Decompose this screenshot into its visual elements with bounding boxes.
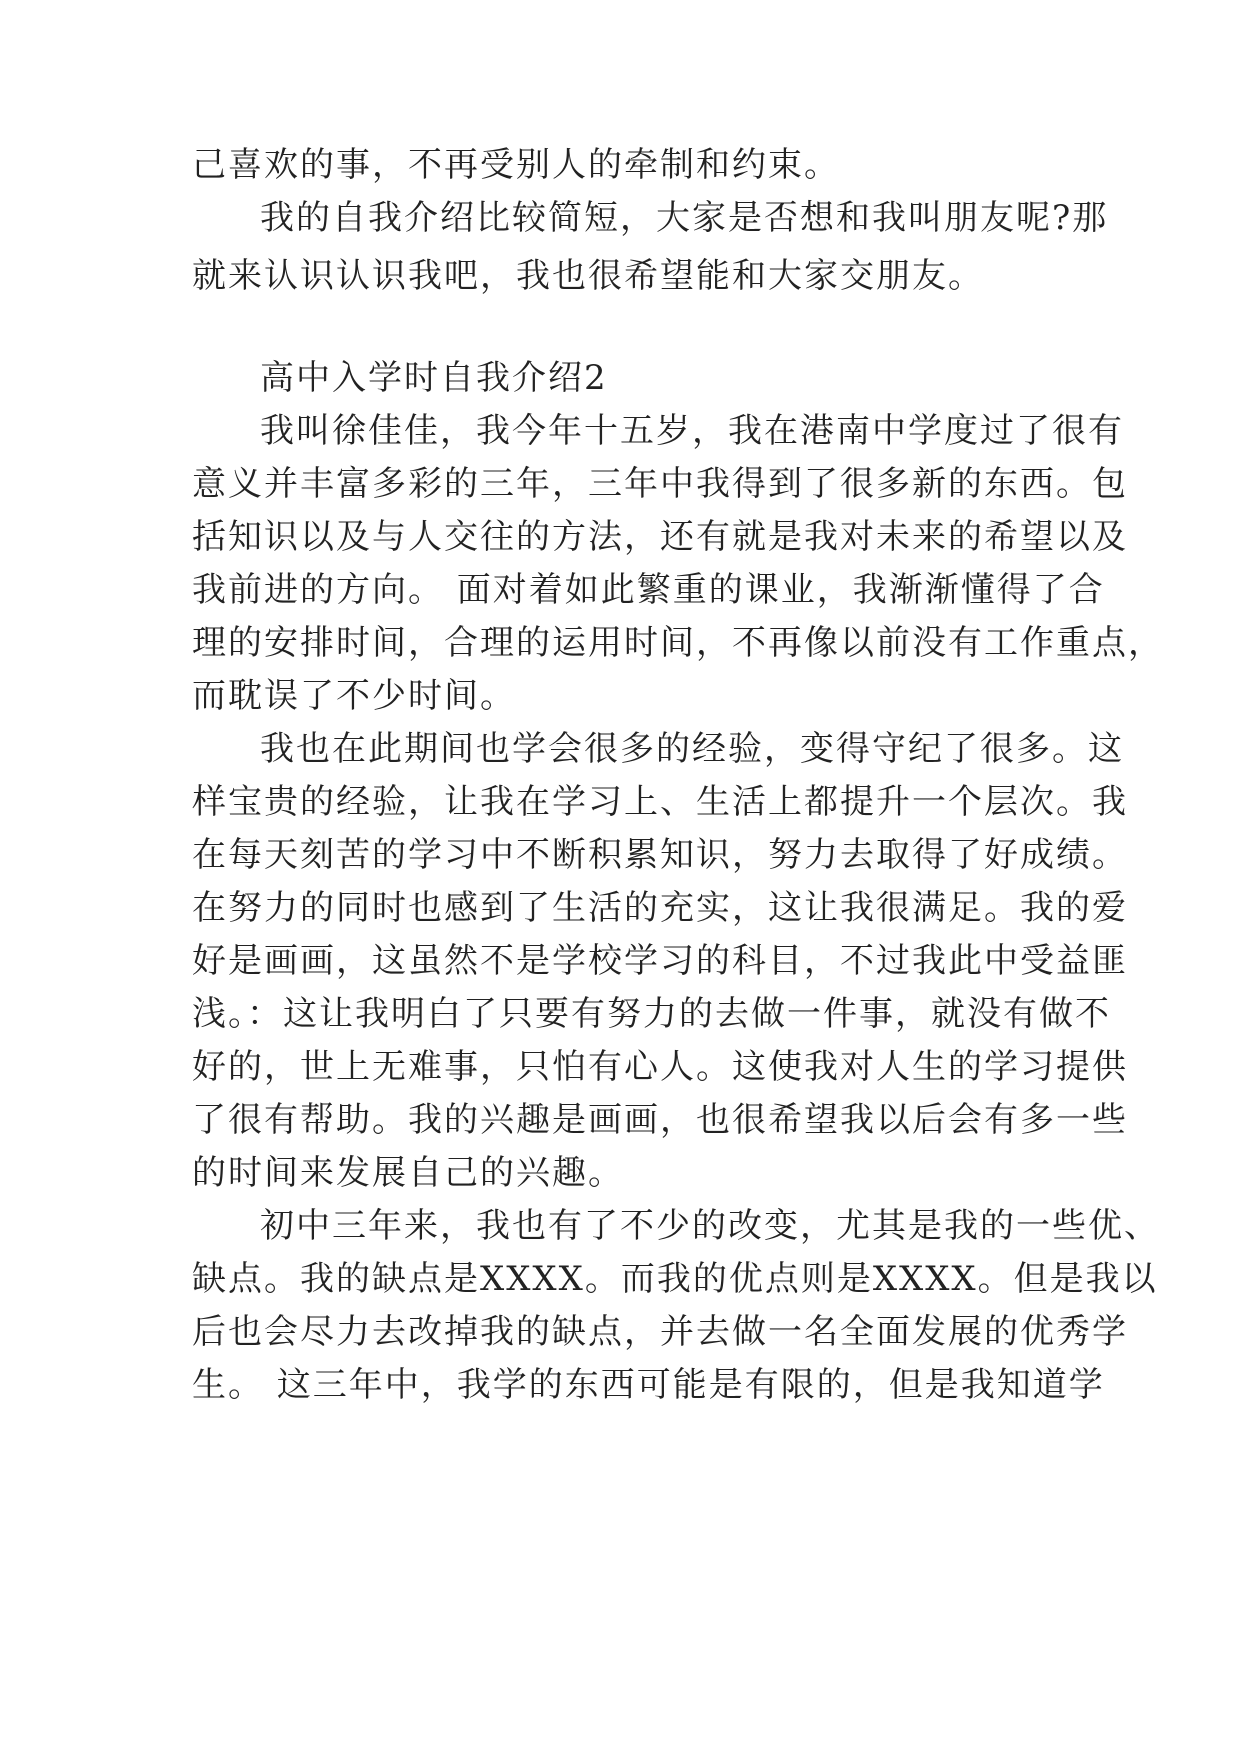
text-line: 而耽误了不少时间。: [192, 676, 516, 716]
text-line: 的时间来发展自己的兴趣。: [192, 1153, 624, 1193]
text-line: 我的自我介绍比较简短，大家是否想和我叫朋友呢?那: [260, 198, 1109, 238]
text-line: 样宝贵的经验，让我在学习上、生活上都提升一个层次。我: [192, 782, 1128, 822]
text-line: 浅。：这让我明白了只要有努力的去做一件事，就没有做不: [192, 994, 1111, 1034]
text-line: 括知识以及与人交往的方法，还有就是我对未来的希望以及: [192, 517, 1128, 557]
text-line: 了很有帮助。我的兴趣是画画，也很希望我以后会有多一些: [192, 1100, 1128, 1140]
text-line: 初中三年来，我也有了不少的改变，尤其是我的一些优、: [260, 1206, 1160, 1246]
text-line: 理的安排时间，合理的运用时间，不再像以前没有工作重点，: [192, 623, 1164, 663]
text-line: 好是画画，这虽然不是学校学习的科目，不过我此中受益匪: [192, 941, 1128, 981]
text-line: 我也在此期间也学会很多的经验，变得守纪了很多。这: [260, 729, 1124, 769]
text-line: 好的，世上无难事，只怕有心人。这使我对人生的学习提供: [192, 1047, 1128, 1087]
text-line: 后也会尽力去改掉我的缺点，并去做一名全面发展的优秀学: [192, 1312, 1128, 1352]
text-line: 在努力的同时也感到了生活的充实，这让我很满足。我的爱: [192, 888, 1128, 928]
text-line: 意义并丰富多彩的三年，三年中我得到了很多新的东西。包: [192, 464, 1128, 504]
text-line: 生。 这三年中，我学的东西可能是有限的，但是我知道学: [192, 1365, 1105, 1405]
section-heading: 高中入学时自我介绍2: [260, 358, 608, 398]
text-line: 在每天刻苦的学习中不断积累知识，努力去取得了好成绩。: [192, 835, 1128, 875]
text-line: 缺点。我的缺点是XXXX。而我的优点则是XXXX。但是我以: [192, 1259, 1158, 1299]
text-line: 我叫徐佳佳，我今年十五岁，我在港南中学度过了很有: [260, 411, 1124, 451]
text-line: 己喜欢的事，不再受别人的牵制和约束。: [192, 145, 840, 185]
text-line: 就来认识认识我吧，我也很希望能和大家交朋友。: [192, 256, 984, 296]
text-line: 我前进的方向。 面对着如此繁重的课业，我渐渐懂得了合: [192, 570, 1105, 610]
